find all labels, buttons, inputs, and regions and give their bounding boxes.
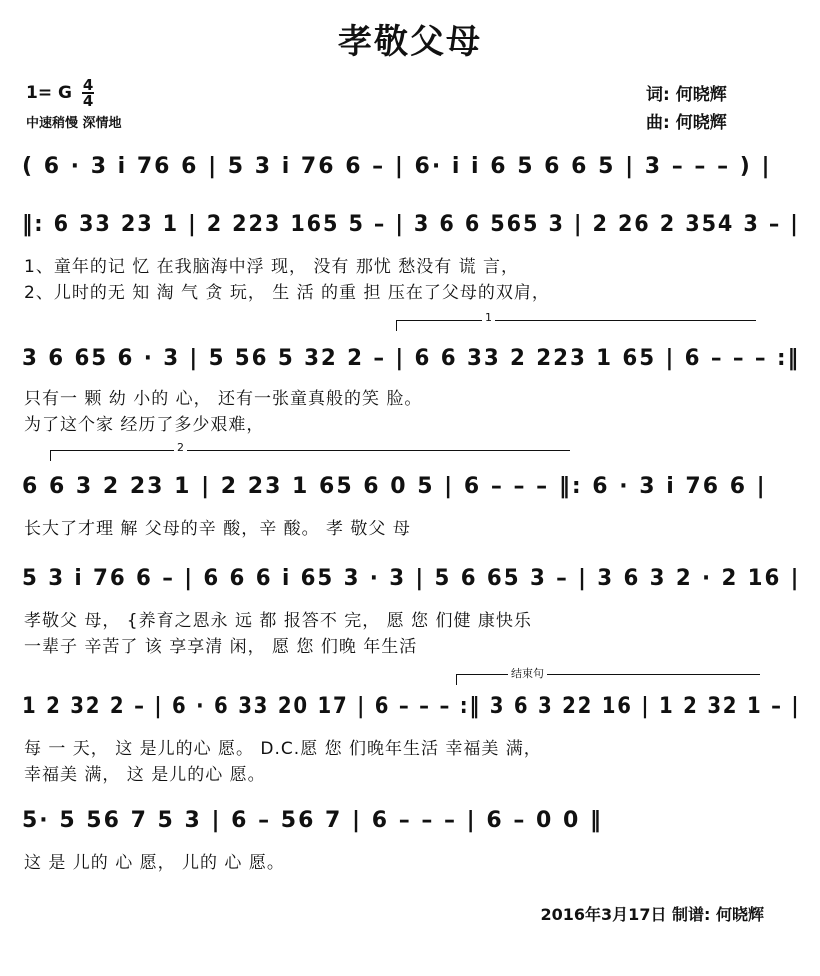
ending-label: 结束句 — [508, 665, 547, 681]
score-line-3: 3 6 65 6 · 3 | 5 56 5 32 2 – | 6 6 33 2 223 1 65 | 6 – – – :‖ — [22, 346, 801, 371]
time-signature — [82, 78, 94, 108]
volta-bracket-2 — [50, 441, 570, 454]
lyric-line-5b: 一辈子 辛苦了 该 享享清 闲， 愿 您 们晚 年生活 — [24, 637, 418, 657]
lyric-line-2a: 1、童年的记 忆 在我脑海中浮 现， 没有 那忧 愁没有 谎 言， — [24, 257, 520, 277]
volta-label-2: 2 — [174, 441, 187, 454]
lyric-line-6b: 幸福美 满， 这 是儿的心 愿。 — [24, 765, 266, 785]
lyric-line-5a: 孝敬父 母， {养育之恩永 远 都 报答不 完， 愿 您 们健 康快乐 — [24, 611, 532, 631]
score-line-2: ‖: 6 33 23 1 | 2 223 165 5 – | 3 6 6 565 3 | 2 26 2 354 3 – | — [22, 212, 800, 237]
lyric-line-3a: 只有一 颗 幼 小的 心， 还有一张童真般的笑 脸。 — [24, 389, 423, 409]
lyric-line-4a: 长大了才理 解 父母的辛 酸，辛 酸。 孝 敬父 母 — [24, 519, 411, 539]
volta-label-1: 1 — [482, 311, 495, 324]
lyric-line-6a: 每 一 天， 这 是儿的心 愿。 D.C.愿 您 们晚年生活 幸福美 满， — [24, 739, 542, 759]
lyric-line-7a: 这 是 儿的 心 愿， 儿的 心 愿。 — [24, 853, 285, 873]
time-numerator: 4 — [82, 76, 94, 94]
score-line-1: ( 6 · 3 i 76 6 | 5 3 i 76 6 – | 6· i i 6 5 6 6 5 | 3 – – – ) | — [22, 154, 772, 179]
lyricist-credit: 词: 何晓辉 — [646, 85, 727, 105]
score-line-7: 5· 5 56 7 5 3 | 6 – 56 7 | 6 – – – | 6 – 0 0 ‖ — [22, 808, 603, 833]
footer-credit: 2016年3月17日 制谱: 何晓辉 — [540, 905, 764, 924]
page-title: 孝敬父母 — [338, 22, 482, 62]
score-line-5: 5 3 i 76 6 – | 6 6 6 i 65 3 · 3 | 5 6 65 3 – | 3 6 3 2 · 2 16 | — [22, 566, 801, 591]
score-line-6: 1 2 32 2 – | 6 · 6 33 20 17 | 6 – – – :‖ 3 6 3 22 16 | 1 2 32 1 – | — [22, 694, 801, 719]
ending-bracket — [456, 667, 760, 680]
key-signature — [26, 78, 94, 108]
lyric-line-2b: 2、儿时的无 知 淘 气 贪 玩， 生 活 的重 担 压在了父母的双肩， — [24, 283, 550, 303]
lyric-line-3b: 为了这个家 经历了多少艰难， — [24, 415, 265, 435]
time-denominator: 4 — [82, 92, 94, 110]
volta-bracket-1 — [396, 311, 756, 324]
tempo-marking: 中速稍慢 深情地 — [26, 116, 122, 131]
score-line-4: 6 6 3 2 23 1 | 2 23 1 65 6 0 5 | 6 – – – ‖: 6 · 3 i 76 6 | — [22, 474, 767, 499]
key-label: 1= G — [26, 83, 72, 103]
composer-credit: 曲: 何晓辉 — [646, 113, 727, 133]
